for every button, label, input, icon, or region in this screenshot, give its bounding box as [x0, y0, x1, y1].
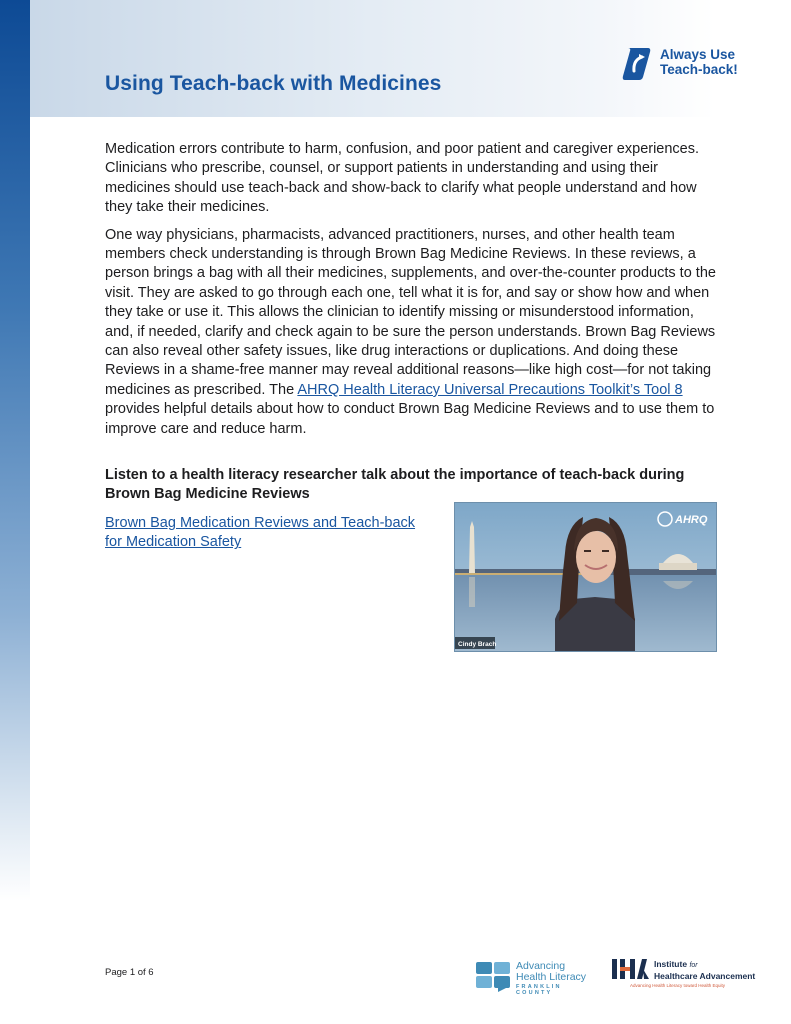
video-link[interactable]: Brown Bag Medication Reviews and Teach-back for Medication Safety: [105, 515, 416, 551]
ahl-subtitle: FRANKLIN COUNTY: [516, 984, 562, 996]
monument: [469, 527, 475, 573]
ahrq-logo: AHRQ: [675, 514, 708, 526]
listen-heading: Listen to a health literacy researcher talk about the importance of teach-back during Brown Bag Medicine Reviews: [105, 467, 685, 503]
body-content: [105, 140, 717, 447]
intro-paragraph: Medication errors contribute to harm, confusion, and poor patient and caregiver experiences. Clinicians who prescribe, counsel, or support patients in understanding and using their medicines should use teach-back and show-back to clarify what people understand and how they take their medicines.: [105, 141, 700, 216]
speaker-name-label: Cindy Brach: [458, 641, 497, 648]
page-title: Using Teach-back with Medicines: [105, 72, 442, 95]
iha-for: for: [689, 962, 698, 969]
ahl-line2: Health Literacy: [516, 971, 587, 983]
iha-line2: Healthcare Advancement: [654, 971, 756, 981]
iha-logo: [612, 958, 757, 994]
speech-bubble-icon: [476, 960, 512, 992]
brown-bag-paragraph: [105, 226, 717, 439]
paragraph-text: provides helpful details about how to conduct Brown Bag Medicine Reviews and to use them to improve care and reduce harm.: [105, 401, 715, 437]
always-use-teach-back-logo: [622, 46, 752, 82]
paragraph-text: One way physicians, pharmacists, advanced practitioners, nurses, and other health team members check understanding is through Brown Bag Medicine Reviews. In these reviews, a person brings a bag with all their medicines, supplements, and over-the-counter products to the visit. They are asked to go through each one, tell what it is for, and say or show how and when they take or use it. This allows the clinician to identify missing or misunderstood information, and, if needed, clarify and check again to be sure the person understands. Brown Bag Reviews can also reveal other safety issues, like drug interactions or duplications. And doing these Reviews in a shame-free manner may reveal additional reasons—like high cost—for not taking medicines as prescribed. The: [105, 226, 716, 398]
iha-text: [654, 959, 764, 981]
side-gradient-bar: [0, 0, 30, 1024]
ahl-text: [516, 961, 596, 983]
video-scene: [455, 503, 716, 651]
iha-tagline: Advancing Health Literacy toward Health Equity: [630, 983, 726, 988]
teach-back-arrow-icon: [622, 46, 652, 82]
page-number: Page 1 of 6: [105, 967, 154, 978]
iha-line1: Institute: [654, 959, 688, 969]
ahl-line1: Advancing: [516, 960, 566, 972]
advancing-health-literacy-logo: [476, 960, 594, 996]
video-thumbnail[interactable]: [454, 502, 717, 652]
logo-text: Always Use Teach-back!: [660, 47, 738, 77]
iha-mark-icon: [612, 959, 649, 979]
ahrq-toolkit-link[interactable]: AHRQ Health Literacy Universal Precautions Toolkit’s Tool 8: [297, 381, 683, 398]
